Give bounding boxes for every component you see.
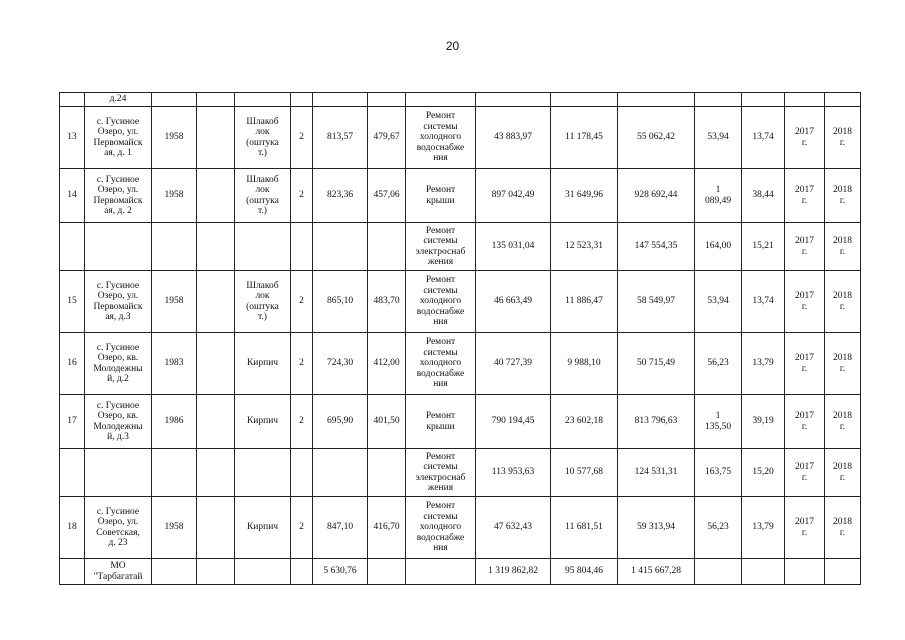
- cell-unit-cost-limit: 15,21: [742, 223, 785, 271]
- cell-material: Шлакоб лок (оштука т.): [235, 271, 291, 333]
- cell-area-living: [368, 449, 406, 497]
- cell-no: [60, 559, 85, 585]
- cell-area-living: 416,70: [368, 497, 406, 559]
- table-row: [60, 169, 861, 223]
- cell-empty: [197, 395, 235, 449]
- cell-empty: [197, 107, 235, 169]
- table-row: [60, 107, 861, 169]
- cell-address: с. Гусиное Озеро, кв. Молодежны й, д.2: [85, 333, 152, 395]
- cell-end-year: 2018 г.: [825, 449, 861, 497]
- cell-cost-total: 59 313,94: [618, 497, 695, 559]
- repair-schedule-table: [59, 92, 861, 585]
- cell-unit-cost: 1 089,49: [695, 169, 742, 223]
- cell-start-year: 2017 г.: [785, 497, 825, 559]
- cell-area-living: [368, 223, 406, 271]
- cell-work-type: Ремонт системы холодного водоснабже ния: [406, 333, 476, 395]
- cell-work-type: Ремонт крыши: [406, 169, 476, 223]
- cell-unit-cost: 163,75: [695, 449, 742, 497]
- cell-cost-other: 12 523,31: [551, 223, 618, 271]
- cell-area-total: 724,30: [313, 333, 368, 395]
- cell-cost-fund: 46 663,49: [476, 271, 551, 333]
- table-row: [60, 271, 861, 333]
- cell-floors: 2: [291, 333, 313, 395]
- cell-cost-fund: 897 042,49: [476, 169, 551, 223]
- cell-floors: [291, 223, 313, 271]
- cell-start-year: 2017 г.: [785, 333, 825, 395]
- cell-address: [85, 449, 152, 497]
- table-row: [60, 497, 861, 559]
- cell-empty: [785, 559, 825, 585]
- cell-work-type: Ремонт системы холодного водоснабже ния: [406, 107, 476, 169]
- cell-empty: [291, 559, 313, 585]
- cell-area-living: 401,50: [368, 395, 406, 449]
- cell-address: с. Гусиное Озеро, ул. Первомайск ая, д. 2: [85, 169, 152, 223]
- table-row-continuation: [60, 93, 861, 107]
- cell-total-cost-fund: 1 319 862,82: [476, 559, 551, 585]
- cell-cost-total: 928 692,44: [618, 169, 695, 223]
- cell-address: д.24: [85, 93, 152, 107]
- cell-end-year: 2018 г.: [825, 223, 861, 271]
- cell-material: [235, 449, 291, 497]
- cell-cost-fund: 790 194,45: [476, 395, 551, 449]
- cell-unit-cost: 1 135,50: [695, 395, 742, 449]
- cell-end-year: 2018 г.: [825, 107, 861, 169]
- table-row: [60, 223, 861, 271]
- cell-no: 16: [60, 333, 85, 395]
- cell-empty: [197, 333, 235, 395]
- cell-material: Кирпич: [235, 497, 291, 559]
- cell-area-total: 695,90: [313, 395, 368, 449]
- cell-end-year: 2018 г.: [825, 271, 861, 333]
- cell-start-year: 2017 г.: [785, 271, 825, 333]
- cell-material: [235, 223, 291, 271]
- cell-unit-cost-limit: 13,74: [742, 107, 785, 169]
- cell-no: 18: [60, 497, 85, 559]
- cell-cost-fund: 43 883,97: [476, 107, 551, 169]
- cell-area-total: [313, 223, 368, 271]
- cell-total-cost: 1 415 667,28: [618, 559, 695, 585]
- cell-floors: 2: [291, 107, 313, 169]
- cell-cost-other: 11 681,51: [551, 497, 618, 559]
- cell-empty: [197, 271, 235, 333]
- cell-address: [85, 223, 152, 271]
- cell-cost-other: 11 886,47: [551, 271, 618, 333]
- cell-unit-cost-limit: 13,79: [742, 333, 785, 395]
- cell-year: [152, 223, 197, 271]
- cell-material: Шлакоб лок (оштука т.): [235, 107, 291, 169]
- cell-end-year: 2018 г.: [825, 333, 861, 395]
- table-row-total: [60, 559, 861, 585]
- cell-unit-cost-limit: 13,74: [742, 271, 785, 333]
- cell-cost-other: 9 988,10: [551, 333, 618, 395]
- cell-area-total: 865,10: [313, 271, 368, 333]
- cell-unit-cost-limit: 13,79: [742, 497, 785, 559]
- cell-total-label: МО "Тарбагатай: [85, 559, 152, 585]
- cell-no: 15: [60, 271, 85, 333]
- cell-area-total: [313, 449, 368, 497]
- cell-work-type: Ремонт системы электроснаб жения: [406, 223, 476, 271]
- cell-end-year: 2018 г.: [825, 395, 861, 449]
- cell-start-year: 2017 г.: [785, 107, 825, 169]
- cell-empty: [152, 559, 197, 585]
- cell-empty: [406, 559, 476, 585]
- cell-no: 13: [60, 107, 85, 169]
- cell-floors: 2: [291, 169, 313, 223]
- cell-cost-total: 55 062,42: [618, 107, 695, 169]
- cell-address: с. Гусиное Озеро, ул. Советская, д. 23: [85, 497, 152, 559]
- cell-material: Кирпич: [235, 395, 291, 449]
- cell-year: 1958: [152, 271, 197, 333]
- cell-floors: 2: [291, 395, 313, 449]
- cell-work-type: Ремонт системы холодного водоснабже ния: [406, 497, 476, 559]
- cell-end-year: 2018 г.: [825, 497, 861, 559]
- cell-no: [60, 449, 85, 497]
- cell-work-type: Ремонт крыши: [406, 395, 476, 449]
- cell-unit-cost: 56,23: [695, 333, 742, 395]
- cell-cost-other: 23 602,18: [551, 395, 618, 449]
- cell-total-area: 5 630,76: [313, 559, 368, 585]
- cell-area-living: 479,67: [368, 107, 406, 169]
- cell-floors: 2: [291, 271, 313, 333]
- page-number: 20: [445, 39, 460, 53]
- cell-address: с. Гусиное Озеро, ул. Первомайск ая, д.3: [85, 271, 152, 333]
- cell-empty: [695, 559, 742, 585]
- table-row: [60, 333, 861, 395]
- cell-start-year: 2017 г.: [785, 169, 825, 223]
- cell-unit-cost-limit: 15,20: [742, 449, 785, 497]
- cell-area-total: 813,57: [313, 107, 368, 169]
- cell-start-year: 2017 г.: [785, 223, 825, 271]
- table-row: [60, 395, 861, 449]
- cell-area-total: 847,10: [313, 497, 368, 559]
- cell-floors: 2: [291, 497, 313, 559]
- cell-cost-total: 813 796,63: [618, 395, 695, 449]
- cell-year: [152, 449, 197, 497]
- cell-cost-fund: 47 632,43: [476, 497, 551, 559]
- table-row: [60, 449, 861, 497]
- cell-start-year: 2017 г.: [785, 449, 825, 497]
- cell-material: Шлакоб лок (оштука т.): [235, 169, 291, 223]
- cell-year: 1958: [152, 497, 197, 559]
- cell-cost-total: 58 549,97: [618, 271, 695, 333]
- cell-floors: [291, 449, 313, 497]
- cell-year: 1983: [152, 333, 197, 395]
- cell-material: Кирпич: [235, 333, 291, 395]
- cell-address: с. Гусиное Озеро, ул. Первомайск ая, д. 1: [85, 107, 152, 169]
- cell-empty: [197, 169, 235, 223]
- cell-total-cost-other: 95 804,46: [551, 559, 618, 585]
- cell-end-year: 2018 г.: [825, 169, 861, 223]
- cell-area-living: 412,00: [368, 333, 406, 395]
- cell-empty: [197, 497, 235, 559]
- cell-start-year: 2017 г.: [785, 395, 825, 449]
- cell-empty: [235, 559, 291, 585]
- cell-cost-fund: 113 953,63: [476, 449, 551, 497]
- cell-year: 1986: [152, 395, 197, 449]
- cell-no: [60, 223, 85, 271]
- cell-no: 14: [60, 169, 85, 223]
- cell-empty: [368, 559, 406, 585]
- cell-cost-total: 147 554,35: [618, 223, 695, 271]
- cell-empty: [825, 559, 861, 585]
- cell-unit-cost: 53,94: [695, 271, 742, 333]
- cell-unit-cost-limit: 39,19: [742, 395, 785, 449]
- cell-area-living: 483,70: [368, 271, 406, 333]
- cell-unit-cost: 56,23: [695, 497, 742, 559]
- cell-work-type: Ремонт системы электроснаб жения: [406, 449, 476, 497]
- cell-cost-total: 50 715,49: [618, 333, 695, 395]
- cell-no: 17: [60, 395, 85, 449]
- cell-year: 1958: [152, 169, 197, 223]
- cell-no: [60, 93, 85, 107]
- cell-empty: [197, 559, 235, 585]
- cell-area-living: 457,06: [368, 169, 406, 223]
- cell-empty: [197, 223, 235, 271]
- cell-cost-fund: 135 031,04: [476, 223, 551, 271]
- cell-unit-cost: 53,94: [695, 107, 742, 169]
- cell-work-type: Ремонт системы холодного водоснабже ния: [406, 271, 476, 333]
- cell-cost-fund: 40 727,39: [476, 333, 551, 395]
- cell-area-total: 823,36: [313, 169, 368, 223]
- cell-unit-cost-limit: 38,44: [742, 169, 785, 223]
- cell-unit-cost: 164,00: [695, 223, 742, 271]
- cell-cost-total: 124 531,31: [618, 449, 695, 497]
- cell-cost-other: 10 577,68: [551, 449, 618, 497]
- cell-empty: [197, 449, 235, 497]
- cell-address: с. Гусиное Озеро, кв. Молодежны й, д.3: [85, 395, 152, 449]
- cell-empty: [742, 559, 785, 585]
- cell-cost-other: 11 178,45: [551, 107, 618, 169]
- cell-cost-other: 31 649,96: [551, 169, 618, 223]
- cell-year: 1958: [152, 107, 197, 169]
